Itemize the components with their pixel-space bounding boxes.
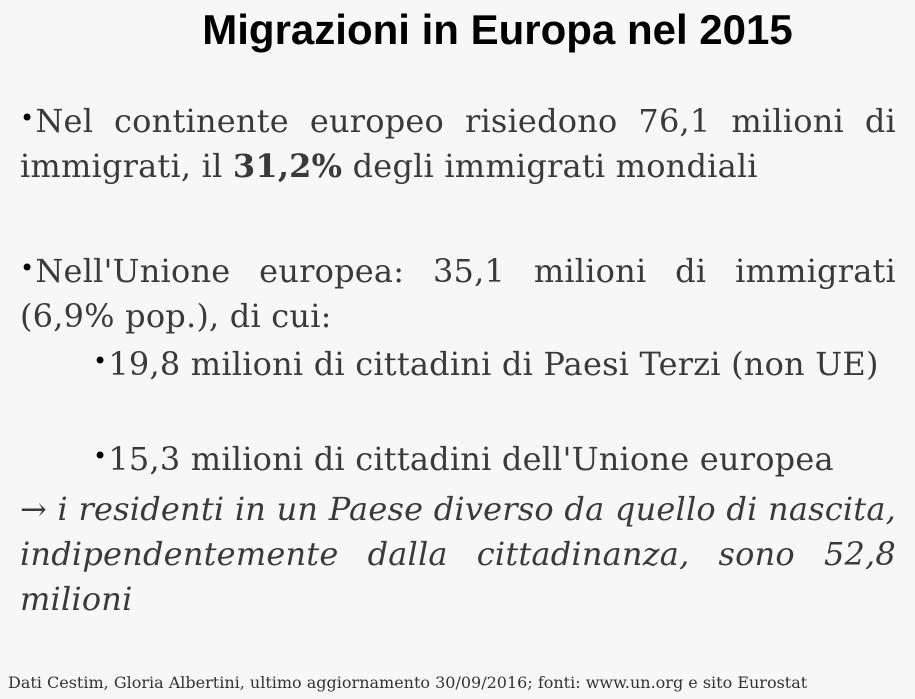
bullet-icon: • xyxy=(93,347,108,375)
conclusion-text: → i residenti in un Paese diverso da quello di nascita, indipendentemente dalla cittadinanza, sono 52,8 milioni xyxy=(20,490,896,618)
slide-title: Migrazioni in Europa nel 2015 xyxy=(202,6,793,53)
source-footer: Dati Cestim, Gloria Albertini, ultimo aggiornamento 30/09/2016; fonti: www.un.org e sito Eurostat xyxy=(8,673,808,692)
bullet-text-end: degli immigrati mondiali xyxy=(342,147,758,185)
sub-bullet-eu-citizens xyxy=(93,434,899,482)
bullet-point-eu xyxy=(20,246,896,339)
sub-bullet-text: 19,8 milioni di cittadini di Paesi Terzi (non UE) xyxy=(108,345,879,383)
highlight-percentage: 31,2% xyxy=(232,147,343,185)
bullet-icon: • xyxy=(20,254,35,282)
bullet-icon: • xyxy=(20,104,35,132)
sub-bullet-text: 15,3 milioni di cittadini dell'Unione europea xyxy=(108,440,834,478)
bullet-icon: • xyxy=(93,442,108,470)
bullet-text: Nell'Unione europea: 35,1 milioni di immigrati (6,9% pop.), di cui: xyxy=(20,252,896,335)
bullet-text-start: Nel continente europeo risiedono 76,1 milioni di immigrati, il xyxy=(20,102,896,185)
bullet-point-europe xyxy=(20,96,896,189)
sub-bullet-third-countries xyxy=(93,339,899,387)
